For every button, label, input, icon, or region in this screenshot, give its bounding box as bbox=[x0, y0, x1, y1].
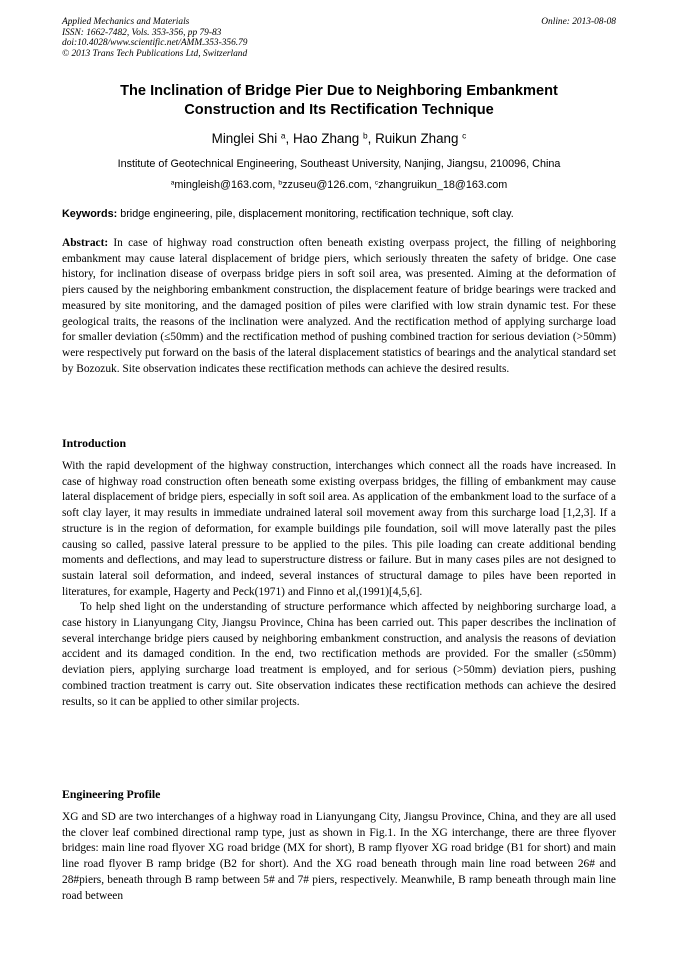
journal-name: Applied Mechanics and Materials bbox=[62, 17, 190, 27]
introduction-section bbox=[62, 459, 616, 710]
email-2-marker: b bbox=[278, 179, 283, 187]
introduction-paragraph-1: With the rapid development of the highway construction, interchanges which connect all the roads have increased. In case of highway road construction often beneath some existing overpass bridges, the filling of embankment may cause lateral displacement of bridge piers, especially in soft soil area. As application of the embankment load to the surface of a soft clay layer, it may results in immediate undrained lateral soil movement away from this surcharge load [1,2,3]. If a structure is in the region of deformation, for example buildings pile foundation, soil will move laterally past the piles causing so called, passive lateral pressure to be applied to the piles. This pile loading can create additional bending moments and deflections, and may lead to superstructure distress or failure. But in many cases piles are not designed to sustain lateral soil deformation, and indeed, several instances of structural damage to piles have been reported in literatures, for example, Hagerty and Peck(1971) and Finno et al,(1991)[4,5,6]. bbox=[62, 460, 616, 598]
keywords-label: Keywords: bbox=[62, 208, 118, 220]
author-2-marker: b bbox=[362, 130, 368, 141]
engineering-profile-paragraph-1: XG and SD are two interchanges of a highway road in Lianyungang City, Jiangsu Province, China, and they are all used the clover leaf combined directional ramp type, just as shown in Fig.1. In the XG interchange, there are three flyover bridges: main line road flyover XG road bridge (MX for short), B ramp flyover XG road bridge (B1 for short) and main line road flyover B ramp bridge (B2 for short). And the XG road beneath through main line road between 26# and 28#piers, beneath through B ramp between 5# and 7# piers, respectively. Meanwhile, B ramp beneath through main line road between bbox=[62, 811, 616, 902]
issn-line: ISSN: 1662-7482, Vols. 353-356, pp 79-83 bbox=[62, 27, 222, 38]
copyright-line: © 2013 Trans Tech Publications Ltd, Switzerland bbox=[62, 48, 248, 59]
affiliation: Institute of Geotechnical Engineering, Southeast University, Nanjing, Jiangsu, 210096, China bbox=[117, 158, 561, 170]
title-line-1: The Inclination of Bridge Pier Due to Neighboring Embankment bbox=[120, 83, 558, 99]
author-3: Ruikun Zhang bbox=[375, 131, 459, 146]
abstract-paragraph bbox=[62, 236, 616, 377]
journal-info bbox=[62, 17, 616, 59]
author-1: Minglei Shi bbox=[211, 131, 278, 146]
email-3: zhangruikun_18@163.com bbox=[378, 179, 508, 191]
paper-title bbox=[40, 82, 638, 120]
keywords-text: bridge engineering, pile, displacement monitoring, rectification technique, soft clay. bbox=[120, 208, 514, 220]
title-line-2: Construction and Its Rectification Technique bbox=[184, 102, 494, 118]
email-2: zzuseu@126.com bbox=[282, 179, 369, 191]
abstract-label: Abstract: bbox=[62, 237, 109, 249]
email-3-marker: c bbox=[374, 179, 379, 187]
journal-header bbox=[62, 17, 616, 59]
keywords bbox=[62, 208, 616, 221]
online-date: Online: 2013-08-08 bbox=[541, 17, 616, 27]
engineering-profile-section bbox=[62, 810, 616, 904]
doi-line: doi:10.4028/www.scientific.net/AMM.353-356.79 bbox=[62, 38, 248, 49]
author-2: Hao Zhang bbox=[292, 131, 360, 146]
author-list: Minglei Shi $^a$, Hao Zhang $^b$, Ruikun Zhang $^c$ bbox=[211, 130, 467, 146]
email-list: $^a$mingleish@163.com, $^b$zzuseu@126.com, $^c$zhangruikun_18@163.com bbox=[170, 179, 508, 191]
abstract bbox=[62, 236, 616, 377]
introduction-paragraph-2: To help shed light on the understanding of structure performance which affected by neighboring surcharge load, a case history in Lianyungang City, Jiangsu Province, China has been carried out. This paper describes the inclination of several interchange bridge piers caused by neighboring embankment construction, and analysis the reasons of deviation accident and its damaged condition. In the end, two rectification methods are provided. For the smaller (≤50mm) deviation piers, applying surcharge load treatment is employed, and for serious (>50mm) deviation piers, pushing combined traction treatment is carry out. Site observation indicates these rectification methods can achieve the desired results, so it can be applied to other similar projects. bbox=[62, 601, 616, 708]
engineering-profile-heading: Engineering Profile bbox=[62, 787, 161, 801]
email-1: mingleish@163.com bbox=[174, 179, 273, 191]
email-1-marker: a bbox=[170, 179, 175, 187]
abstract-text: In case of highway road construction often beneath existing overpass project, the filling of neighboring embankment may cause lateral displacement of bridge piers, which seriously threaten the safety of bridge. One case history, for inclination disease of overpass bridge piers in soft soil area, was presented. Aiming at the deformation of piers caused by the neighboring embankment construction, the displacement feature of bridge bearings were tracked and measured by site monitoring, and the damaged position of piles were clarified with low strain dynamic test. For these geological traits, the reasons of the inclination were analyzed. And the rectification method of applying surcharge load for smaller deviation (≤50mm) and the rectification method of pushing combined traction for serious deviation (>50mm) were respectively put forward on the basis of the lateral displacement statistics of bearings and the analytical standard set by Bozozuk. Site observation indicates these rectification methods can achieve the desired results. bbox=[62, 237, 616, 375]
author-3-marker: c bbox=[462, 130, 467, 141]
author-1-marker: a bbox=[280, 130, 286, 141]
introduction-heading: Introduction bbox=[62, 436, 127, 450]
